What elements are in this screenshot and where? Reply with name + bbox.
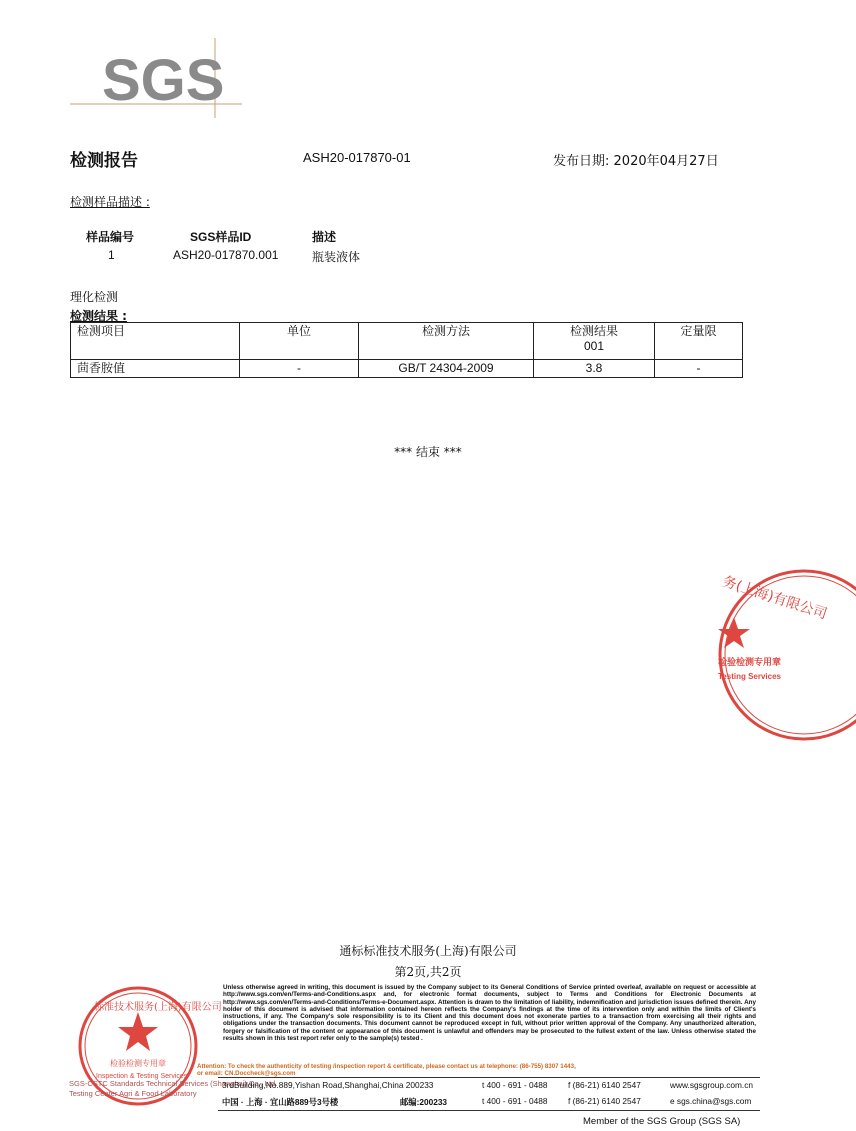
page-info: 第2页,共2页 (394, 965, 462, 979)
report-title: 检测报告 (70, 151, 138, 171)
table-row (71, 360, 743, 378)
issue-date-label: 发布日期: (553, 154, 610, 169)
phys-chem-heading: 理化检测 (70, 290, 119, 304)
header-result-sample: 001 (583, 339, 605, 353)
sample-description-heading: 检测样品描述 : (70, 195, 150, 209)
issue-date (553, 150, 719, 169)
website: www.sgsgroup.com.cn (670, 1080, 754, 1090)
fax-en: f (86-21) 6140 2547 (568, 1080, 641, 1090)
postcode-cn: 邮编:200233 (400, 1097, 448, 1107)
footer-divider (218, 1077, 760, 1078)
col-sgs-id: SGS样品ID (190, 230, 252, 244)
results-heading: 检测结果 : (70, 309, 127, 323)
cell-item: 茴香胺值 (71, 360, 240, 378)
attention-line (197, 1063, 757, 1077)
email: e sgs.china@sgs.com (670, 1096, 752, 1106)
terms-text: Unless otherwise agreed in writing, this document is issued by the Company subject to its General Conditions of Service printed overleaf, available on request or accessible at http://www.sgs.com/en/Terms-and-Conditions.aspx and, for electronic format documents, subject to Terms and Conditions for Electronic Documents at http://www.sgs.com/en/Terms-and-Conditions/Terms-e-Document.aspx. Attention is drawn to the limitation of liability, indemnification and jurisdiction issues defined therein. Any holder of this document is advised that information contained hereon reflects the Company's findings at the time of its intervention only and within the limits of Client's instructions, if any. The Company's sole responsibility is to its Client and this document does not exonerate parties to a transaction from exercising all their rights and obligations under the transaction documents. This document cannot be reproduced except in full, without prior written approval of the Company. Any unauthorized alteration, forgery or falsification of the content or appearance of this document is unlawful and offenders may be prosecuted to the fullest extent of the law. Unless otherwise stated the results shown in this test report refer only to the sample(s) tested . (223, 984, 756, 1043)
footer-divider-bottom (218, 1110, 760, 1111)
report-number: ASH20-017870-01 (303, 150, 411, 165)
attention-line-2: or email: CN.Doccheck@sgs.com (197, 1070, 296, 1078)
right-seal-text: 务(上海)有限公司 (720, 573, 829, 623)
lab-line-2: Testing Center Agri & Food Laboratory (69, 1089, 197, 1098)
company-name: 通标标准技术服务(上海)有限公司 (339, 944, 517, 958)
phone-en: t 400 - 691 - 0488 (482, 1080, 548, 1090)
end-marker: *** 结束 *** (394, 445, 462, 459)
header-result (534, 323, 655, 360)
bottom-seal-sub2: Inspection & Testing Services (96, 1073, 188, 1080)
issue-date-value: 2020年04月27日 (613, 154, 719, 169)
description-value: 瓶装液体 (312, 250, 361, 264)
bottom-seal-text: 标准技术服务(上海)有限公司 (94, 1002, 222, 1013)
cell-method: GB/T 24304-2009 (359, 360, 534, 378)
header-item: 检测项目 (71, 323, 240, 360)
phone-cn: t 400 - 691 - 0488 (482, 1096, 548, 1106)
cell-loq: - (655, 360, 743, 378)
col-description: 描述 (312, 230, 337, 244)
header-unit: 单位 (240, 323, 359, 360)
cell-unit: - (240, 360, 359, 378)
address-en: 3rdBuilding,No.889,Yishan Road,Shanghai,China 200233 (222, 1080, 434, 1090)
header-loq: 定量限 (655, 323, 743, 360)
member-text: Member of the SGS Group (SGS SA) (583, 1116, 741, 1127)
sgs-id-value: ASH20-017870.001 (173, 248, 279, 262)
bottom-seal-sub1: 检验检测专用章 (110, 1059, 166, 1068)
right-seal-sub2: Testing Services (718, 672, 781, 681)
fax-cn: f (86-21) 6140 2547 (568, 1096, 641, 1106)
address-cn: 中国 · 上海 · 宜山路889号3号楼 (222, 1097, 339, 1107)
company-seal-right (712, 565, 829, 745)
sample-no-value: 1 (108, 248, 115, 262)
results-header-row (71, 323, 743, 360)
results-table (70, 322, 743, 378)
lab-line-1: SGS-CSTC Standards Technical Services (Shanghai) Co., Ltd. (69, 1079, 278, 1088)
logo-text: SGS (102, 48, 225, 113)
col-sample-no: 样品编号 (86, 230, 135, 244)
right-seal-sub1: 检验检测专用章 (718, 658, 782, 668)
attention-line-1: Attention: To check the authenticity of testing /inspection report & certificate, please contact us at telephone: (86-755) 8307 1443, (197, 1063, 576, 1070)
header-method: 检测方法 (359, 323, 534, 360)
cell-result: 3.8 (534, 360, 655, 378)
sgs-logo (70, 38, 242, 118)
header-result-label: 检测结果 (569, 324, 618, 338)
